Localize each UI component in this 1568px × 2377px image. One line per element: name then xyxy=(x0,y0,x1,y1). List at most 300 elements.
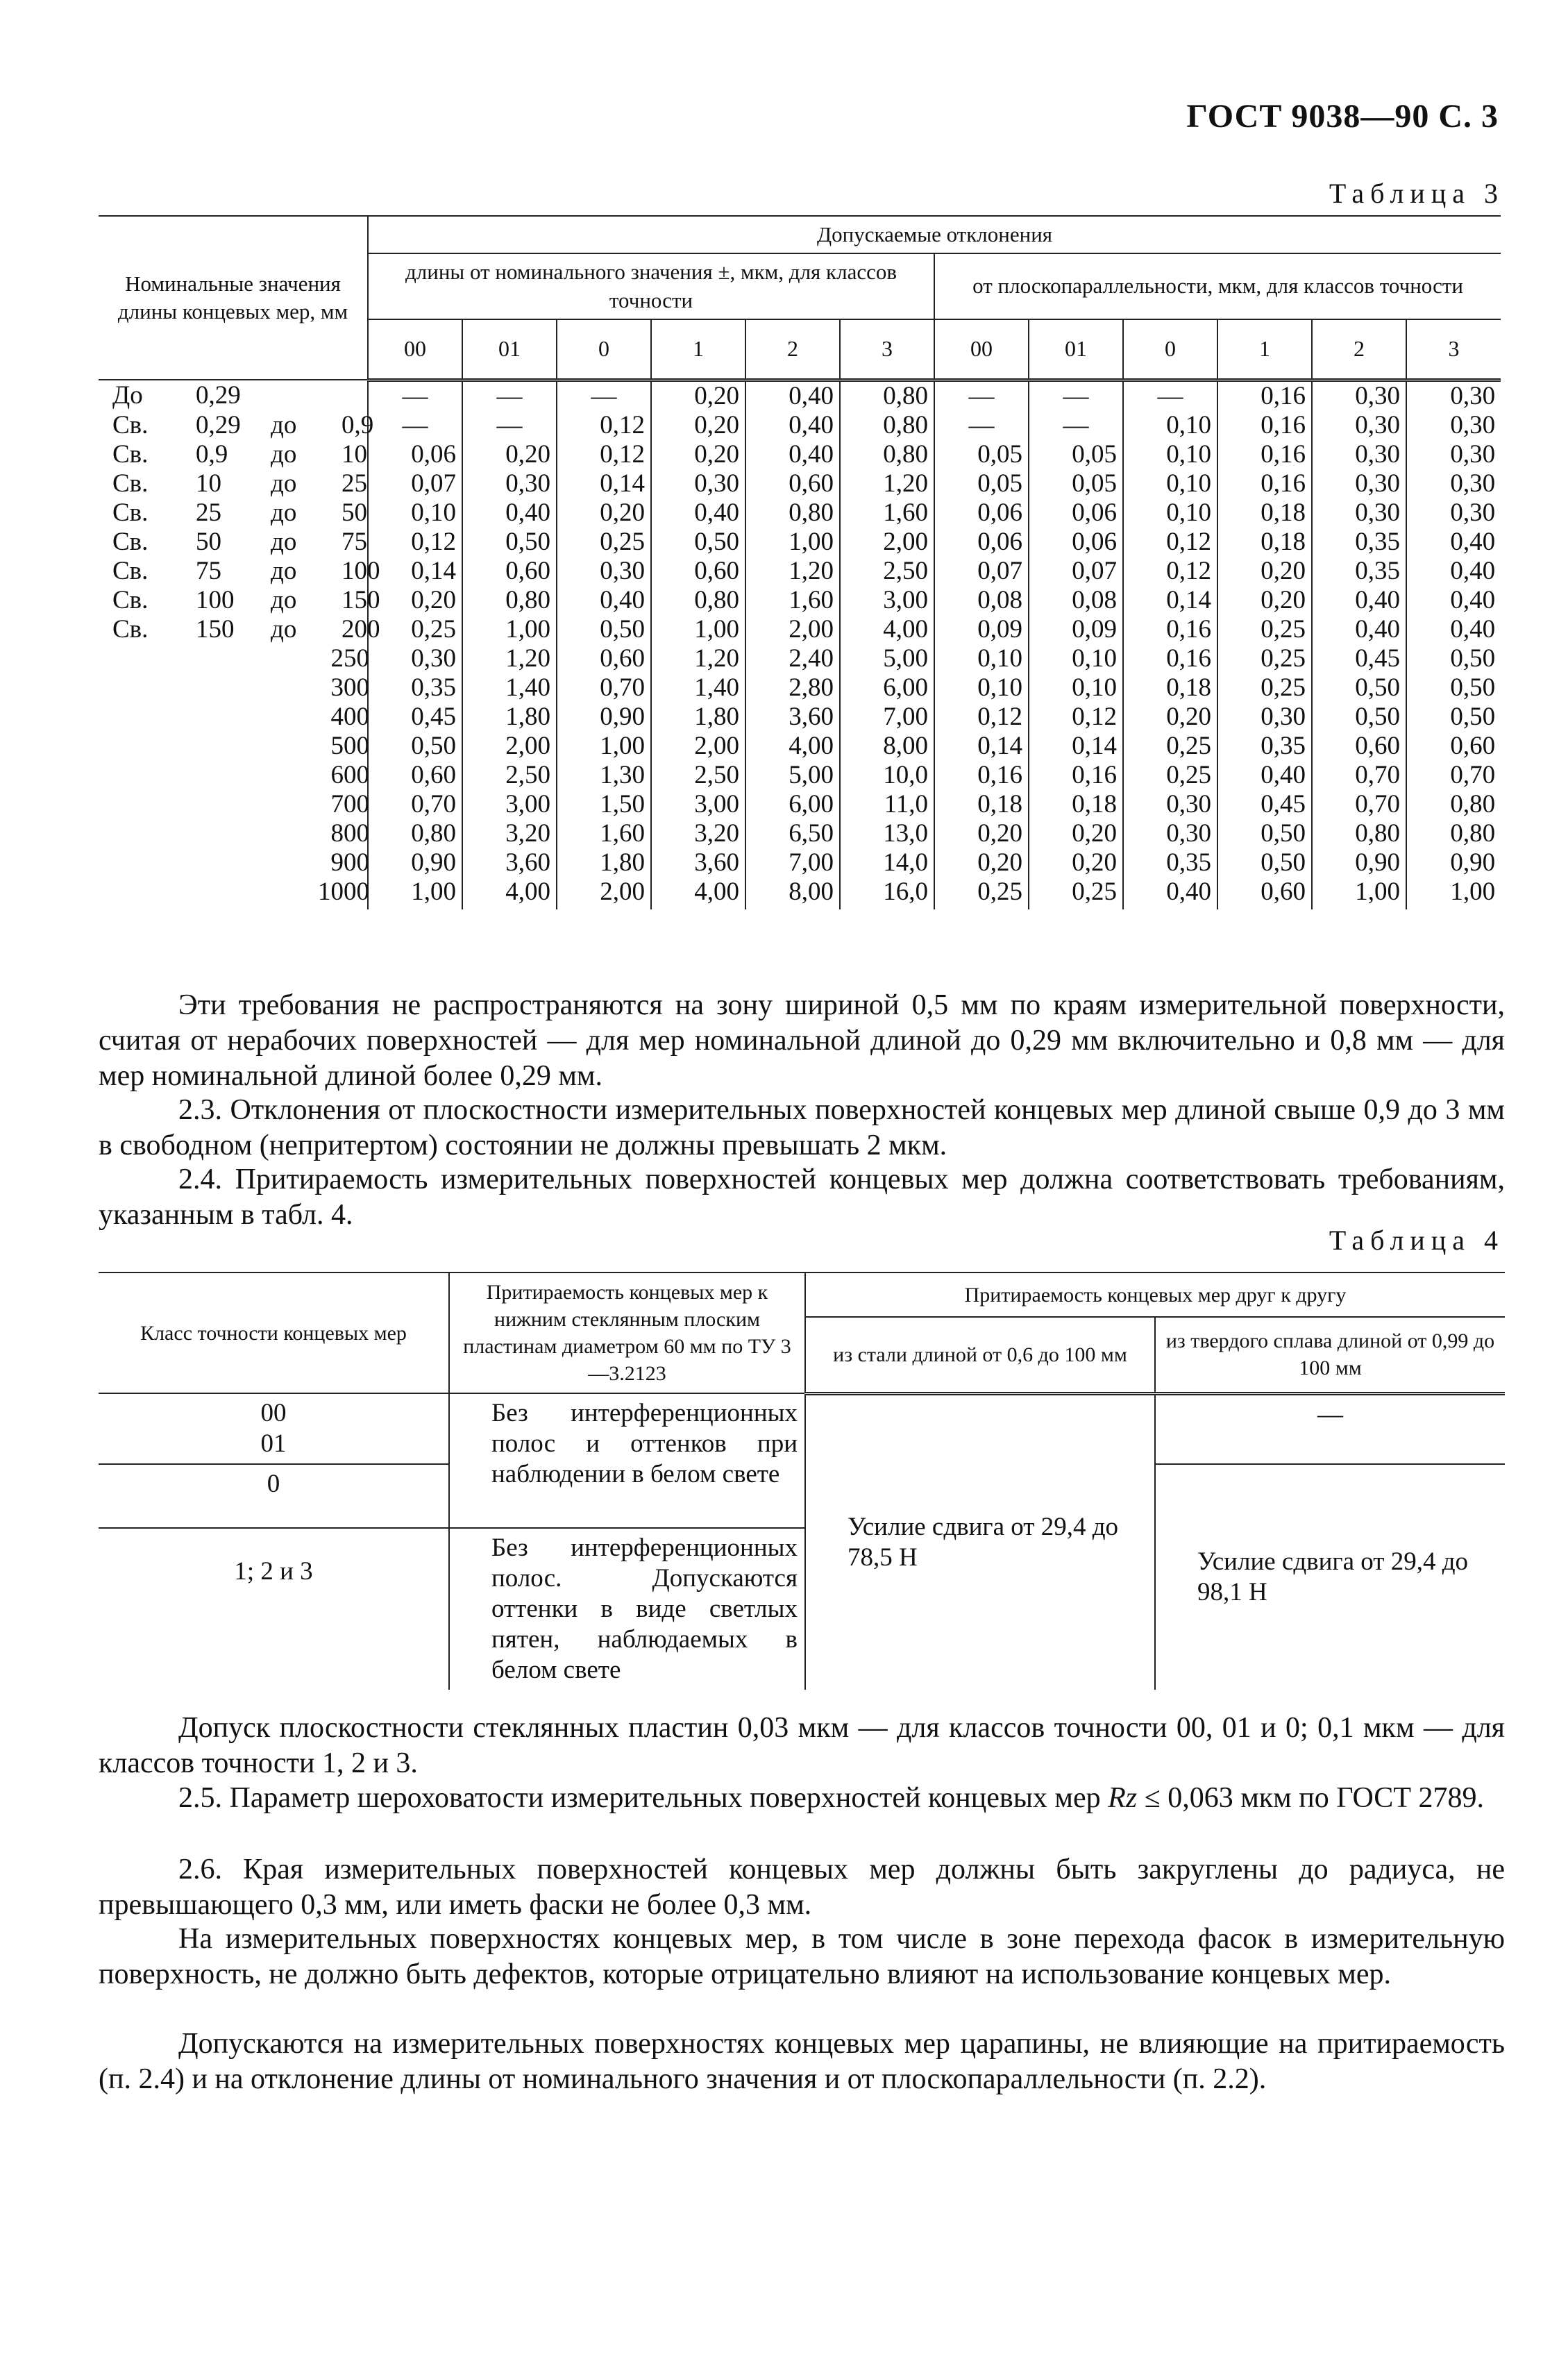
value-cell: 0,30 xyxy=(368,644,462,673)
value-cell: 0,30 xyxy=(1406,380,1501,411)
value-cell: 0,10 xyxy=(1123,469,1217,498)
t4-carbide-force xyxy=(1155,1464,1505,1690)
class-header-cell: 0 xyxy=(557,319,651,380)
table4-caption: Таблица 4 xyxy=(1329,1225,1504,1256)
value-cell: 2,00 xyxy=(745,615,840,644)
value-cell: — xyxy=(1029,380,1123,411)
carbide-dash: — xyxy=(1317,1400,1343,1429)
value-cell: 0,30 xyxy=(1217,703,1312,732)
value-cell: 1,40 xyxy=(462,673,557,703)
nominal-to: до xyxy=(271,527,297,556)
value-cell: 0,40 xyxy=(745,440,840,469)
value-cell: 1,60 xyxy=(557,819,651,848)
nominal-num: 200 xyxy=(342,614,380,644)
nominal-cell xyxy=(99,819,368,848)
paragraph-scratches xyxy=(99,2026,1505,2097)
nominal-cell xyxy=(99,585,380,615)
value-cell: 0,35 xyxy=(1217,732,1312,761)
value-cell: 14,0 xyxy=(840,848,934,877)
nominal-from: 75 xyxy=(196,556,221,585)
value-cell: 0,60 xyxy=(1312,732,1406,761)
value-cell: 0,90 xyxy=(557,703,651,732)
table-row xyxy=(99,877,1501,909)
value-cell: 0,10 xyxy=(1029,673,1123,703)
value-cell: 0,30 xyxy=(651,469,745,498)
value-cell: 1,60 xyxy=(745,586,840,615)
value-cell: 0,14 xyxy=(557,469,651,498)
nominal-pre: Св. xyxy=(112,527,149,556)
value-cell: 0,60 xyxy=(651,557,745,586)
value-cell: 5,00 xyxy=(840,644,934,673)
value-cell: 0,70 xyxy=(557,673,651,703)
table-row xyxy=(99,819,1501,848)
value-cell: 0,16 xyxy=(934,761,1029,790)
value-cell: 1,00 xyxy=(368,877,462,909)
col-deviations-header: Допускаемые отклонения xyxy=(368,216,1501,253)
value-cell: 0,05 xyxy=(1029,440,1123,469)
table-row xyxy=(99,557,1501,586)
class-header-cell: 0 xyxy=(1123,319,1217,380)
value-cell: 0,40 xyxy=(651,498,745,528)
nominal-pre: Св. xyxy=(112,469,149,498)
steel-force-text: Усилие сдвига от 29,4 до 78,5 Н xyxy=(848,1512,1119,1572)
value-cell: 0,50 xyxy=(368,732,462,761)
nominal-num: 75 xyxy=(342,527,367,556)
value-cell: 0,40 xyxy=(745,411,840,440)
t4-glass-header: Притираемость концевых мер к нижним стеклянным плоским пластинам диаметром 60 мм по ТУ 3—3.2123 xyxy=(449,1273,805,1393)
value-cell: 0,90 xyxy=(368,848,462,877)
nominal-pre: Св. xyxy=(112,556,149,585)
value-cell: 0,60 xyxy=(745,469,840,498)
value-cell: — xyxy=(368,411,462,440)
value-cell: 4,00 xyxy=(745,732,840,761)
t4-class-123: 1; 2 и 3 xyxy=(234,1557,313,1586)
value-cell: 0,60 xyxy=(462,557,557,586)
paragraph-text: Допуск плоскостности стеклянных пластин 0,03 мкм — для классов точности 00, 01 и 0; 0,1 мкм — для классов точности 1, 2 и 3. xyxy=(99,1712,1505,1779)
value-cell: 0,20 xyxy=(651,380,745,411)
nominal-cell xyxy=(99,761,368,790)
value-cell: 0,30 xyxy=(1312,498,1406,528)
value-cell: 0,10 xyxy=(1123,440,1217,469)
value-cell: 0,12 xyxy=(557,440,651,469)
value-cell: — xyxy=(462,380,557,411)
value-cell: 0,06 xyxy=(1029,498,1123,528)
paragraph-2-3 xyxy=(99,1093,1505,1164)
value-cell: — xyxy=(1123,380,1217,411)
value-cell: 0,40 xyxy=(1123,877,1217,909)
value-cell: 4,00 xyxy=(651,877,745,909)
value-cell: 0,40 xyxy=(1406,557,1501,586)
value-cell: 0,40 xyxy=(557,586,651,615)
value-cell: 0,70 xyxy=(368,790,462,819)
value-cell: 0,50 xyxy=(1217,848,1312,877)
nominal-pre: Св. xyxy=(112,614,149,644)
value-cell: 0,60 xyxy=(1217,877,1312,909)
value-cell: 0,80 xyxy=(651,586,745,615)
value-cell: 2,00 xyxy=(651,732,745,761)
value-cell: 0,18 xyxy=(1217,528,1312,557)
value-cell: 0,40 xyxy=(1406,586,1501,615)
value-cell: 6,00 xyxy=(840,673,934,703)
value-cell: 0,14 xyxy=(1123,586,1217,615)
value-cell: 0,30 xyxy=(1406,411,1501,440)
nominal-cell xyxy=(99,380,368,411)
value-cell: 2,50 xyxy=(462,761,557,790)
value-cell: — xyxy=(1029,411,1123,440)
value-cell: 0,80 xyxy=(1312,819,1406,848)
class-header-cell: 00 xyxy=(934,319,1029,380)
value-cell: 0,16 xyxy=(1217,380,1312,411)
value-cell: 0,80 xyxy=(368,819,462,848)
value-cell: 0,07 xyxy=(368,469,462,498)
value-cell: 1,00 xyxy=(651,615,745,644)
value-cell: 0,08 xyxy=(1029,586,1123,615)
value-cell: 0,30 xyxy=(1123,819,1217,848)
value-cell: 0,45 xyxy=(1217,790,1312,819)
nominal-value: 600 xyxy=(330,760,369,789)
nominal-to: до xyxy=(271,410,297,439)
value-cell: 0,20 xyxy=(557,498,651,528)
value-cell: 3,60 xyxy=(745,703,840,732)
table-row xyxy=(99,469,1501,498)
value-cell: 0,20 xyxy=(934,848,1029,877)
value-cell: 1,60 xyxy=(840,498,934,528)
value-cell: 0,25 xyxy=(557,528,651,557)
nominal-value: 1000 xyxy=(318,877,369,906)
value-cell: 1,80 xyxy=(557,848,651,877)
value-cell: 0,30 xyxy=(1312,411,1406,440)
value-cell: 3,00 xyxy=(462,790,557,819)
t4-carbide-dash-cell xyxy=(1155,1393,1505,1464)
value-cell: 0,50 xyxy=(1406,644,1501,673)
nominal-to: до xyxy=(271,585,297,614)
value-cell: 0,06 xyxy=(1029,528,1123,557)
paragraph-text: На измерительных поверхностях концевых мер, в том числе в зоне перехода фасок в измерительную поверхность, не должно быть дефектов, которые отрицательно влияют на использование концевых мер. xyxy=(99,1923,1505,1990)
nominal-cell xyxy=(99,440,368,469)
paragraph-text: ≤ 0,063 мкм по ГОСТ 2789. xyxy=(1137,1782,1484,1814)
class-header-cell: 01 xyxy=(462,319,557,380)
value-cell: 0,30 xyxy=(1406,498,1501,528)
value-cell: 1,00 xyxy=(557,732,651,761)
value-cell: 0,08 xyxy=(934,586,1029,615)
value-cell: 6,00 xyxy=(745,790,840,819)
value-cell: 0,90 xyxy=(1312,848,1406,877)
nominal-from: 10 xyxy=(196,469,221,498)
value-cell: 0,50 xyxy=(1312,673,1406,703)
value-cell: 1,20 xyxy=(840,469,934,498)
col-nominal-header: Номинальные значения длины концевых мер, мм xyxy=(99,216,368,380)
value-cell: 0,12 xyxy=(1123,557,1217,586)
value-cell: 0,40 xyxy=(1406,615,1501,644)
nominal-from: 0,29 xyxy=(196,381,241,410)
nominal-to: до xyxy=(271,469,297,498)
nominal-from: 100 xyxy=(196,585,235,614)
nominal-to: до xyxy=(271,439,297,469)
table-row xyxy=(99,732,1501,761)
value-cell: 0,60 xyxy=(557,644,651,673)
value-cell: 2,00 xyxy=(840,528,934,557)
paragraph-text: Допускаются на измерительных поверхностях концевых мер царапины, не влияющие на притираемость (п. 2.4) и на отклонение длины от номинального значения и от плоскопараллельности (п. 2.2). xyxy=(99,2028,1505,2095)
group-length-header: длины от номинального значения ±, мкм, для классов точности xyxy=(368,253,934,319)
class-00: 00 xyxy=(260,1399,287,1427)
nominal-value: 700 xyxy=(330,789,369,818)
value-cell: 0,10 xyxy=(934,644,1029,673)
table-3 xyxy=(99,215,1501,909)
value-cell: 0,10 xyxy=(1123,411,1217,440)
table-row xyxy=(99,586,1501,615)
value-cell: 0,12 xyxy=(557,411,651,440)
value-cell: 0,30 xyxy=(1406,469,1501,498)
value-cell: 2,50 xyxy=(651,761,745,790)
class-header-cell: 3 xyxy=(1406,319,1501,380)
value-cell: 0,20 xyxy=(651,411,745,440)
nominal-cell xyxy=(99,498,368,528)
value-cell: 0,16 xyxy=(1217,440,1312,469)
value-cell: 0,50 xyxy=(557,615,651,644)
value-cell: 0,06 xyxy=(368,440,462,469)
value-cell: 0,20 xyxy=(368,586,462,615)
value-cell: 7,00 xyxy=(840,703,934,732)
value-cell: 0,16 xyxy=(1029,761,1123,790)
nominal-value: 300 xyxy=(330,673,369,702)
nominal-pre: До xyxy=(112,381,143,410)
table-row xyxy=(99,528,1501,557)
value-cell: 0,60 xyxy=(368,761,462,790)
class-header-cell: 3 xyxy=(840,319,934,380)
value-cell: 0,80 xyxy=(840,440,934,469)
nominal-value: 400 xyxy=(330,702,369,731)
value-cell: 0,20 xyxy=(1217,586,1312,615)
value-cell: 0,20 xyxy=(1029,819,1123,848)
nominal-pre: Св. xyxy=(112,410,149,439)
table-row xyxy=(99,761,1501,790)
nominal-value: 500 xyxy=(330,731,369,760)
paragraph-text: 2.5. Параметр шероховатости измерительных поверхностей концевых мер xyxy=(178,1782,1108,1814)
value-cell: 4,00 xyxy=(840,615,934,644)
value-cell: 0,50 xyxy=(1406,703,1501,732)
paragraph-2-4 xyxy=(99,1162,1505,1233)
table3-caption: Таблица 3 xyxy=(1329,178,1504,209)
value-cell: 0,16 xyxy=(1123,644,1217,673)
value-cell: 0,09 xyxy=(1029,615,1123,644)
nominal-from: 50 xyxy=(196,527,221,556)
value-cell: 3,00 xyxy=(651,790,745,819)
table-row xyxy=(99,644,1501,673)
value-cell: 0,16 xyxy=(1217,411,1312,440)
t4-carbide-header: из твердого сплава длиной от 0,99 до 100 мм xyxy=(1155,1317,1505,1393)
t4-desc-bottom: Без интерференционных полос. Допускаются оттенки в виде светлых пятен, наблюдаемых в белом свете xyxy=(449,1528,805,1690)
value-cell: 0,60 xyxy=(1406,732,1501,761)
value-cell: 3,00 xyxy=(840,586,934,615)
table-4 xyxy=(99,1272,1505,1690)
nominal-cell xyxy=(99,614,380,644)
nominal-cell xyxy=(99,848,368,877)
table-row xyxy=(99,380,1501,411)
value-cell: 1,40 xyxy=(651,673,745,703)
nominal-pre: Св. xyxy=(112,498,149,527)
value-cell: 7,00 xyxy=(745,848,840,877)
value-cell: 0,12 xyxy=(1029,703,1123,732)
value-cell: 16,0 xyxy=(840,877,934,909)
value-cell: 0,40 xyxy=(462,498,557,528)
nominal-num: 25 xyxy=(342,469,367,498)
value-cell: 1,00 xyxy=(1312,877,1406,909)
value-cell: 0,45 xyxy=(1312,644,1406,673)
value-cell: 1,20 xyxy=(651,644,745,673)
value-cell: 2,40 xyxy=(745,644,840,673)
nominal-from: 0,9 xyxy=(196,439,228,469)
value-cell: 0,14 xyxy=(1029,732,1123,761)
paragraph-text: 2.3. Отклонения от плоскостности измерительных поверхностей концевых мер длиной свыше 0,9 до 3 мм в свободном (непритертом) состоянии не должны превышать 2 мкм. xyxy=(99,1094,1505,1161)
nominal-num: 150 xyxy=(342,585,380,614)
value-cell: 10,0 xyxy=(840,761,934,790)
value-cell: 0,30 xyxy=(557,557,651,586)
value-cell: 0,80 xyxy=(840,380,934,411)
value-cell: 1,30 xyxy=(557,761,651,790)
nominal-to: до xyxy=(271,556,297,585)
value-cell: 0,25 xyxy=(1217,673,1312,703)
value-cell: — xyxy=(934,411,1029,440)
value-cell: 0,12 xyxy=(934,703,1029,732)
value-cell: 0,09 xyxy=(934,615,1029,644)
table-row xyxy=(99,498,1501,528)
value-cell: 0,14 xyxy=(368,557,462,586)
t4-mutual-header: Притираемость концевых мер друг к другу xyxy=(805,1273,1505,1317)
nominal-cell xyxy=(99,790,368,819)
value-cell: 0,25 xyxy=(1123,732,1217,761)
value-cell: 0,12 xyxy=(1123,528,1217,557)
value-cell: 0,40 xyxy=(745,380,840,411)
group-flat-header: от плоскопараллельности, мкм, для классов точности xyxy=(934,253,1501,319)
value-cell: 2,00 xyxy=(462,732,557,761)
rz-symbol: Rz xyxy=(1108,1782,1138,1814)
value-cell: 0,05 xyxy=(934,440,1029,469)
value-cell: 0,30 xyxy=(1123,790,1217,819)
value-cell: 13,0 xyxy=(840,819,934,848)
value-cell: 5,00 xyxy=(745,761,840,790)
value-cell: 8,00 xyxy=(745,877,840,909)
value-cell: 1,00 xyxy=(1406,877,1501,909)
table-row xyxy=(99,848,1501,877)
value-cell: 0,10 xyxy=(1029,644,1123,673)
paragraph-text: Эти требования не распространяются на зону шириной 0,5 мм по краям измерительной поверхности, считая от нерабочих поверхностей — для мер номинальной длиной до 0,29 мм включительно и 0,8 мм — для мер номинальной длиной более 0,29 мм. xyxy=(99,989,1505,1092)
paragraph-zone-note xyxy=(99,988,1505,1094)
nominal-value: 250 xyxy=(330,644,369,673)
value-cell: 0,30 xyxy=(1312,469,1406,498)
nominal-from: 0,29 xyxy=(196,410,241,439)
value-cell: 1,00 xyxy=(462,615,557,644)
value-cell: 0,50 xyxy=(651,528,745,557)
value-cell: 0,80 xyxy=(840,411,934,440)
nominal-cell xyxy=(99,528,368,557)
nominal-to: до xyxy=(271,498,297,527)
table-row xyxy=(99,673,1501,703)
nominal-cell xyxy=(99,732,368,761)
value-cell: 0,20 xyxy=(934,819,1029,848)
nominal-num: 50 xyxy=(342,498,367,527)
nominal-pre: Св. xyxy=(112,585,149,614)
paragraph-text: 2.6. Края измерительных поверхностей концевых мер должны быть закруглены до радиуса, не превышающего 0,3 мм, или иметь фаски не более 0,3 мм. xyxy=(99,1854,1505,1921)
nominal-cell xyxy=(99,644,368,673)
value-cell: 0,20 xyxy=(1123,703,1217,732)
value-cell: 0,12 xyxy=(368,528,462,557)
paragraph-defects xyxy=(99,1922,1505,1992)
value-cell: 0,10 xyxy=(368,498,462,528)
class-header-cell: 1 xyxy=(1217,319,1312,380)
value-cell: — xyxy=(557,380,651,411)
class-header-cell: 01 xyxy=(1029,319,1123,380)
value-cell: 1,20 xyxy=(745,557,840,586)
nominal-num: 0,9 xyxy=(342,410,374,439)
table-row xyxy=(99,411,1501,440)
value-cell: 4,00 xyxy=(462,877,557,909)
value-cell: 0,35 xyxy=(1123,848,1217,877)
value-cell: 0,10 xyxy=(1123,498,1217,528)
t4-desc-top: Без интерференционных полос и оттенков при наблюдении в белом свете xyxy=(449,1393,805,1528)
value-cell: 1,80 xyxy=(651,703,745,732)
value-cell: 3,60 xyxy=(651,848,745,877)
paragraph-2-6 xyxy=(99,1852,1505,1923)
value-cell: 0,50 xyxy=(1217,819,1312,848)
class-header-cell: 2 xyxy=(1312,319,1406,380)
value-cell: — xyxy=(368,380,462,411)
nominal-from: 150 xyxy=(196,614,235,644)
value-cell: 11,0 xyxy=(840,790,934,819)
value-cell: 0,30 xyxy=(462,469,557,498)
value-cell: 3,60 xyxy=(462,848,557,877)
value-cell: 1,00 xyxy=(745,528,840,557)
nominal-cell xyxy=(99,556,380,586)
value-cell: 0,07 xyxy=(934,557,1029,586)
value-cell: 0,20 xyxy=(1029,848,1123,877)
value-cell: 0,70 xyxy=(1312,761,1406,790)
value-cell: 0,50 xyxy=(462,528,557,557)
value-cell: — xyxy=(934,380,1029,411)
t4-class-header: Класс точности концевых мер xyxy=(99,1273,449,1393)
value-cell: 0,50 xyxy=(1312,703,1406,732)
value-cell: 0,35 xyxy=(1312,557,1406,586)
t4-steel-header: из стали длиной от 0,6 до 100 мм xyxy=(805,1317,1155,1393)
value-cell: 0,70 xyxy=(1406,761,1501,790)
value-cell: 0,18 xyxy=(1123,673,1217,703)
table-row xyxy=(99,703,1501,732)
class-header-cell: 00 xyxy=(368,319,462,380)
nominal-value: 800 xyxy=(330,818,369,848)
value-cell: — xyxy=(462,411,557,440)
value-cell: 0,14 xyxy=(934,732,1029,761)
nominal-pre: Св. xyxy=(112,439,149,469)
value-cell: 0,40 xyxy=(1217,761,1312,790)
nominal-cell xyxy=(99,410,374,440)
value-cell: 0,70 xyxy=(1312,790,1406,819)
value-cell: 1,80 xyxy=(462,703,557,732)
value-cell: 0,35 xyxy=(1312,528,1406,557)
page-header: ГОСТ 9038—90 С. 3 xyxy=(1186,98,1499,135)
nominal-cell xyxy=(99,703,368,732)
value-cell: 8,00 xyxy=(840,732,934,761)
table-row xyxy=(99,790,1501,819)
class-01: 01 xyxy=(260,1429,287,1458)
carbide-force-text: Усилие сдвига от 29,4 до 98,1 Н xyxy=(1197,1547,1469,1606)
t4-class-00-01 xyxy=(99,1393,449,1464)
value-cell: 0,80 xyxy=(1406,790,1501,819)
nominal-value: 900 xyxy=(330,848,369,877)
nominal-from: 25 xyxy=(196,498,221,527)
value-cell: 0,40 xyxy=(1312,615,1406,644)
value-cell: 3,20 xyxy=(462,819,557,848)
value-cell: 0,30 xyxy=(1312,440,1406,469)
nominal-cell xyxy=(99,469,368,498)
